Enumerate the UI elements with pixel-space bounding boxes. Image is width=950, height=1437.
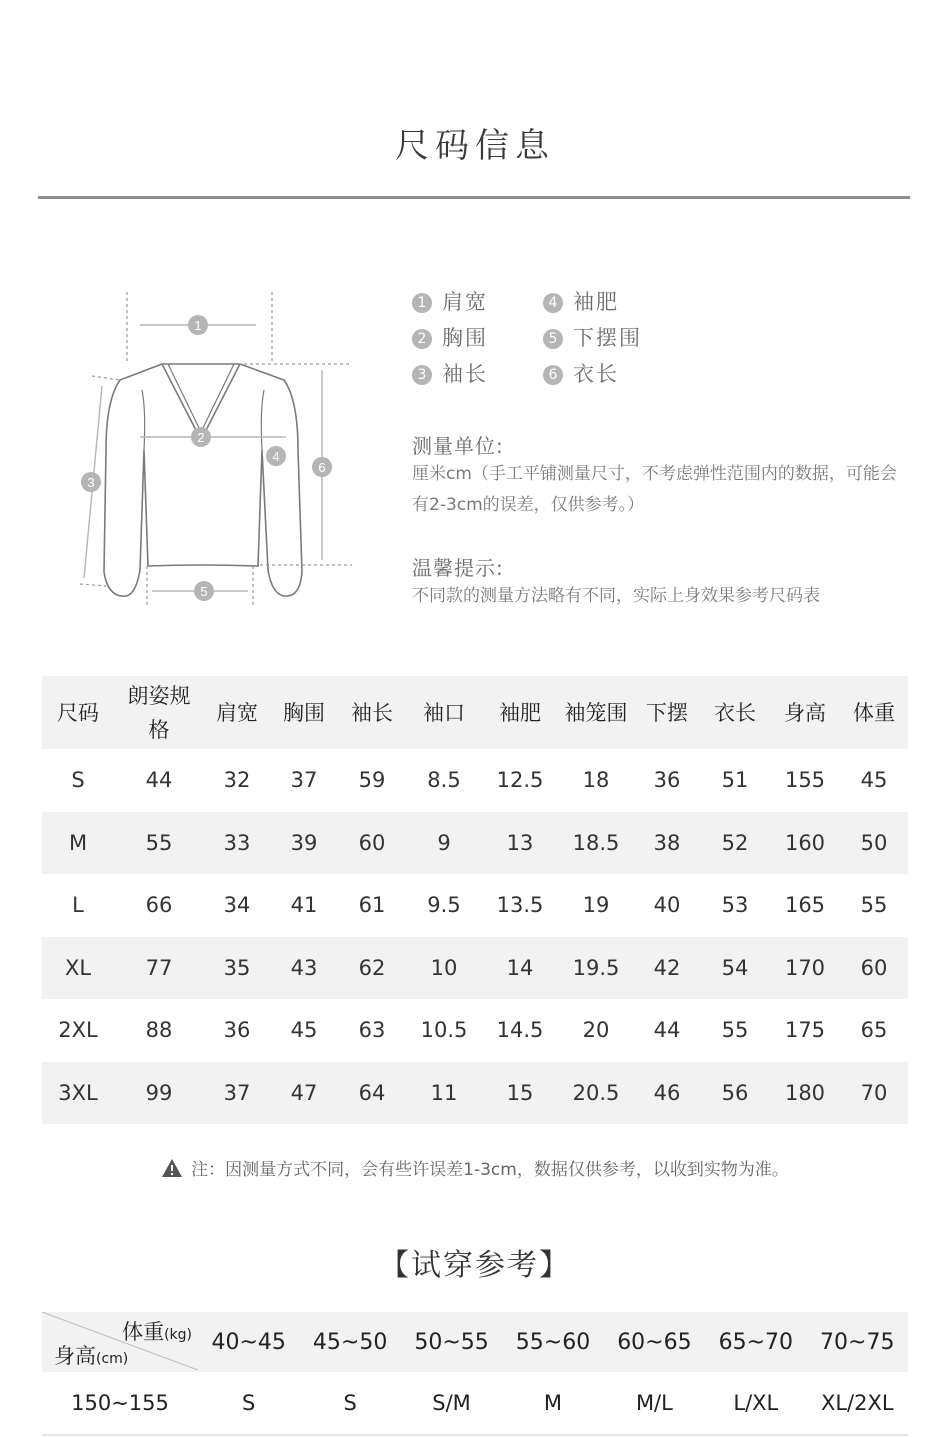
size-value-cell: 35 xyxy=(204,937,270,1000)
size-value-cell: 77 xyxy=(114,937,204,1000)
size-value-cell: 40 xyxy=(653,893,681,918)
size-label-cell: S xyxy=(71,768,85,793)
size-value-cell: 36 xyxy=(223,1018,251,1043)
size-value-cell: 47 xyxy=(270,1062,338,1125)
fit-size-cell: S xyxy=(299,1372,400,1435)
legend-item: 6 衣长 xyxy=(543,358,619,388)
weight-unit: (kg) xyxy=(164,1327,192,1343)
size-value-cell: 45 xyxy=(290,1018,318,1043)
legend-item: 2 胸围 xyxy=(412,322,488,352)
size-value-cell: 55 xyxy=(860,893,888,918)
divider xyxy=(38,196,910,199)
size-value-cell: 37 xyxy=(204,1062,270,1125)
fit-reference-title: 【试穿参考】 xyxy=(379,1248,571,1283)
size-value-cell: 32 xyxy=(223,768,251,793)
svg-text:1: 1 xyxy=(194,318,202,333)
legend-item: 5 下摆围 xyxy=(543,322,642,352)
weight-range-cell: 60~65 xyxy=(604,1312,705,1372)
size-table xyxy=(42,676,908,1124)
size-value-cell: 15 xyxy=(482,1062,558,1125)
header-cell: 胸围 xyxy=(270,676,338,749)
size-value-cell: 45 xyxy=(860,768,888,793)
header-cell: 身高 xyxy=(770,676,840,749)
weight-range-cell: 55~60 xyxy=(502,1312,603,1372)
size-value-cell: 19.5 xyxy=(558,937,634,1000)
size-value-cell: 46 xyxy=(634,1062,700,1125)
legend-item: 1 肩宽 xyxy=(412,286,488,316)
size-value-cell: 43 xyxy=(270,937,338,1000)
size-value-cell: 36 xyxy=(653,768,681,793)
size-value-cell: 41 xyxy=(290,893,318,918)
header-cell: 体重 xyxy=(840,676,908,749)
size-row xyxy=(42,874,908,937)
size-value-cell: 65 xyxy=(860,1018,888,1043)
tip-heading: 温馨提示: xyxy=(412,556,504,580)
size-value-cell: 165 xyxy=(784,893,826,918)
height-unit: (cm) xyxy=(96,1351,129,1367)
size-value-cell: 155 xyxy=(784,768,826,793)
size-value-cell: 52 xyxy=(700,812,770,875)
legend-item: 4 袖肥 xyxy=(543,286,619,316)
warning-icon xyxy=(161,1158,183,1178)
size-value-cell: 175 xyxy=(784,1018,826,1043)
fit-table-row xyxy=(42,1372,908,1435)
header-cell: 袖口 xyxy=(406,676,482,749)
size-value-cell: 18.5 xyxy=(558,812,634,875)
size-label-cell: XL xyxy=(42,937,114,1000)
svg-text:2: 2 xyxy=(197,430,205,445)
size-label-cell: 2XL xyxy=(58,1018,98,1043)
size-value-cell: 54 xyxy=(700,937,770,1000)
size-value-cell: 59 xyxy=(358,768,386,793)
size-value-cell: 62 xyxy=(338,937,406,1000)
size-value-cell: 19 xyxy=(582,893,610,918)
size-value-cell: 37 xyxy=(290,768,318,793)
weight-label: 体重 xyxy=(122,1320,165,1344)
unit-text: 厘米cm（手工平铺测量尺寸，不考虑弹性范围内的数据，可能会有2-3cm的误差，仅供参考。） xyxy=(412,464,897,515)
size-value-cell: 63 xyxy=(358,1018,386,1043)
fit-size-cell: M/L xyxy=(604,1372,705,1435)
size-row xyxy=(42,812,908,875)
size-value-cell: 33 xyxy=(204,812,270,875)
size-value-cell: 9 xyxy=(406,812,482,875)
page-title: 尺码信息 xyxy=(395,126,555,166)
size-value-cell: 55 xyxy=(721,1018,749,1043)
size-value-cell: 20 xyxy=(582,1018,610,1043)
size-value-cell: 10.5 xyxy=(420,1018,468,1043)
tip-text: 不同款的测量方法略有不同，实际上身效果参考尺码表 xyxy=(412,586,820,606)
size-value-cell: 13 xyxy=(482,812,558,875)
size-row xyxy=(42,999,908,1062)
size-label-cell: 3XL xyxy=(42,1062,114,1125)
header-cell: 尺码 xyxy=(42,676,114,749)
weight-range-cell: 65~70 xyxy=(705,1312,806,1372)
fit-reference-table xyxy=(42,1312,908,1436)
size-value-cell: 13.5 xyxy=(496,893,544,918)
size-value-cell: 12.5 xyxy=(496,768,544,793)
header-cell: 衣长 xyxy=(700,676,770,749)
size-value-cell: 50 xyxy=(840,812,908,875)
size-value-cell: 9.5 xyxy=(427,893,461,918)
size-value-cell: 170 xyxy=(770,937,840,1000)
corner-header-cell xyxy=(42,1312,198,1372)
svg-text:4: 4 xyxy=(272,449,280,464)
weight-range-cell: 40~45 xyxy=(198,1312,299,1372)
size-row xyxy=(42,1062,908,1125)
size-label-cell: M xyxy=(42,812,114,875)
fit-size-cell: S/M xyxy=(401,1372,502,1435)
size-row xyxy=(42,749,908,812)
header-cell: 朗姿规格 xyxy=(114,676,204,749)
size-label-cell: L xyxy=(72,893,84,918)
size-value-cell: 160 xyxy=(770,812,840,875)
size-value-cell: 88 xyxy=(145,1018,173,1043)
size-value-cell: 70 xyxy=(840,1062,908,1125)
weight-range-cell: 70~75 xyxy=(807,1312,908,1372)
weight-range-cell: 50~55 xyxy=(401,1312,502,1372)
sweater-outline xyxy=(104,364,302,596)
size-value-cell: 34 xyxy=(223,893,251,918)
size-value-cell: 60 xyxy=(338,812,406,875)
header-cell: 肩宽 xyxy=(204,676,270,749)
size-value-cell: 56 xyxy=(700,1062,770,1125)
size-value-cell: 55 xyxy=(114,812,204,875)
svg-text:3: 3 xyxy=(87,475,95,490)
header-cell: 袖肥 xyxy=(482,676,558,749)
size-value-cell: 20.5 xyxy=(558,1062,634,1125)
measurement-note: 注：因测量方式不同，会有些许误差1-3cm，数据仅供参考，以收到实物为准。 xyxy=(0,1155,950,1180)
svg-text:5: 5 xyxy=(200,584,208,599)
size-value-cell: 38 xyxy=(634,812,700,875)
size-value-cell: 14.5 xyxy=(496,1018,544,1043)
size-table-header xyxy=(42,676,908,749)
size-row xyxy=(42,937,908,1000)
header-cell: 袖笼围 xyxy=(558,676,634,749)
fit-size-cell: M xyxy=(502,1372,603,1435)
size-value-cell: 39 xyxy=(270,812,338,875)
size-value-cell: 60 xyxy=(840,937,908,1000)
size-value-cell: 53 xyxy=(721,893,749,918)
header-cell: 下摆 xyxy=(634,676,700,749)
height-range-cell: 150~155 xyxy=(42,1372,198,1435)
size-value-cell: 44 xyxy=(653,1018,681,1043)
size-value-cell: 44 xyxy=(145,768,173,793)
size-value-cell: 42 xyxy=(634,937,700,1000)
size-value-cell: 66 xyxy=(145,893,173,918)
size-value-cell: 18 xyxy=(582,768,610,793)
size-value-cell: 10 xyxy=(406,937,482,1000)
sweater-measurement-diagram xyxy=(60,280,360,610)
size-value-cell: 14 xyxy=(482,937,558,1000)
legend-item: 3 袖长 xyxy=(412,358,488,388)
size-value-cell: 8.5 xyxy=(427,768,461,793)
unit-heading: 测量单位: xyxy=(412,434,504,458)
svg-text:6: 6 xyxy=(318,460,326,475)
header-cell: 袖长 xyxy=(338,676,406,749)
size-value-cell: 51 xyxy=(721,768,749,793)
fit-size-cell: S xyxy=(198,1372,299,1435)
fit-size-cell: L/XL xyxy=(705,1372,806,1435)
size-value-cell: 99 xyxy=(114,1062,204,1125)
size-value-cell: 11 xyxy=(406,1062,482,1125)
fit-size-cell: XL/2XL xyxy=(807,1372,908,1435)
fit-table-header xyxy=(42,1312,908,1372)
size-value-cell: 180 xyxy=(770,1062,840,1125)
weight-range-cell: 45~50 xyxy=(299,1312,400,1372)
size-value-cell: 61 xyxy=(358,893,386,918)
size-value-cell: 64 xyxy=(338,1062,406,1125)
height-label: 身高 xyxy=(54,1344,96,1368)
